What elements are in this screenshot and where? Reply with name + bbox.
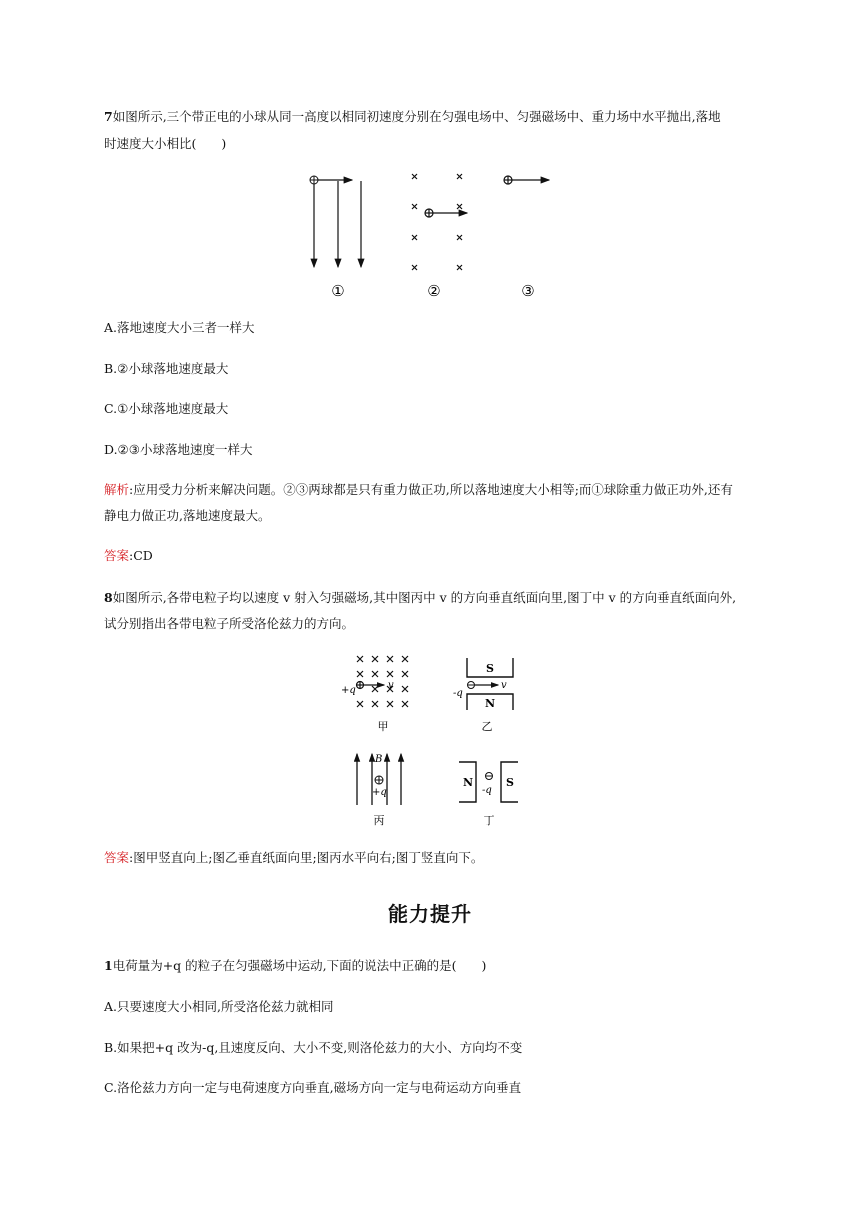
q8-bing-charge: +q	[372, 787, 387, 798]
q1-option-a: A.只要速度大小相同,所受洛伦兹力就相同	[104, 999, 334, 1014]
q7-fig1-label: ①	[331, 282, 345, 300]
q8-answer-text: :图甲竖直向上;图乙垂直纸面向里;图丙水平向右;图丁竖直向下。	[129, 850, 484, 865]
q7-option-c: C.①小球落地速度最大	[104, 401, 229, 416]
q7-stem-line2: 时速度大小相比( )	[104, 136, 227, 151]
q7-answer	[104, 548, 153, 564]
q8-ding-caption: 丁	[483, 814, 495, 827]
q8-figure	[335, 650, 535, 835]
q7-number: 7	[104, 109, 113, 124]
q8-number: 8	[104, 590, 113, 605]
q7-stem-text: 如图所示,三个带正电的小球从同一高度以相同初速度分别在匀强电场中、匀强磁场中、重力场中水平抛出,落地	[112, 109, 721, 124]
section-title: 能力提升	[388, 902, 472, 926]
q8-yi-velocity: v	[501, 680, 507, 691]
q7-figure	[300, 165, 570, 305]
q1-number: 1	[104, 958, 113, 973]
q8-jia-charge: +q	[341, 685, 356, 696]
q8-answer	[104, 850, 483, 866]
q7-fig3-gravity-field	[504, 176, 549, 184]
q7-option-b: B.②小球落地速度最大	[104, 361, 229, 376]
q8-answer-label: 答案	[104, 850, 130, 865]
q8-bing-caption: 丙	[373, 814, 385, 827]
q8-bing-field-label: B	[375, 754, 383, 765]
q1-stem-text: 电荷量为+q 的粒子在匀强磁场中运动,下面的说法中正确的是( )	[112, 958, 487, 973]
q8-stem-line2: 试分别指出各带电粒子所受洛伦兹力的方向。	[104, 616, 355, 631]
q8-stem-line1	[104, 590, 736, 606]
q8-yi-charge: -q	[453, 688, 463, 699]
q1-stem	[104, 958, 486, 974]
q8-ding-pole-left: N	[462, 776, 474, 789]
q7-fig2-magnetic-field	[412, 174, 467, 270]
q8-fig-jia-crosses	[357, 656, 409, 707]
q8-yi-pole-bottom: N	[484, 697, 496, 710]
q8-stem-text: 如图所示,各带电粒子均以速度 v 射入匀强磁场,其中图丙中 v 的方向垂直纸面向里,图丁中 v 的方向垂直纸面向外,	[112, 590, 737, 605]
q1-option-b: B.如果把+q 改为-q,且速度反向、大小不变,则洛伦兹力的大小、方向均不变	[104, 1040, 523, 1055]
q1-option-c: C.洛伦兹力方向一定与电荷速度方向垂直,磁场方向一定与电荷运动方向垂直	[104, 1080, 522, 1095]
q7-analysis-label: 解析	[104, 482, 130, 497]
q7-option-a: A.落地速度大小三者一样大	[104, 320, 255, 335]
q7-answer-label: 答案	[104, 548, 130, 563]
q7-answer-text: :CD	[129, 548, 153, 563]
q8-ding-charge: -q	[482, 785, 492, 796]
q7-fig3-label: ③	[521, 282, 535, 300]
q7-analysis-line1	[104, 482, 733, 498]
q7-stem-line1	[104, 109, 721, 125]
q8-jia-caption: 甲	[377, 720, 389, 733]
q7-fig2-label: ②	[427, 282, 441, 300]
q8-yi-pole-top: S	[486, 662, 494, 675]
q7-option-d: D.②③小球落地速度一样大	[104, 442, 253, 457]
q8-yi-caption: 乙	[481, 720, 493, 733]
q7-fig1-electric-field	[310, 176, 361, 267]
q8-jia-velocity: v	[388, 680, 394, 691]
q7-analysis-line2: 静电力做正功,落地速度最大。	[104, 508, 271, 523]
q7-analysis-text: :应用受力分析来解决问题。②③两球都是只有重力做正功,所以落地速度大小相等;而①球除重力做正功外,还有	[129, 482, 733, 497]
q8-ding-pole-right: S	[506, 776, 514, 789]
